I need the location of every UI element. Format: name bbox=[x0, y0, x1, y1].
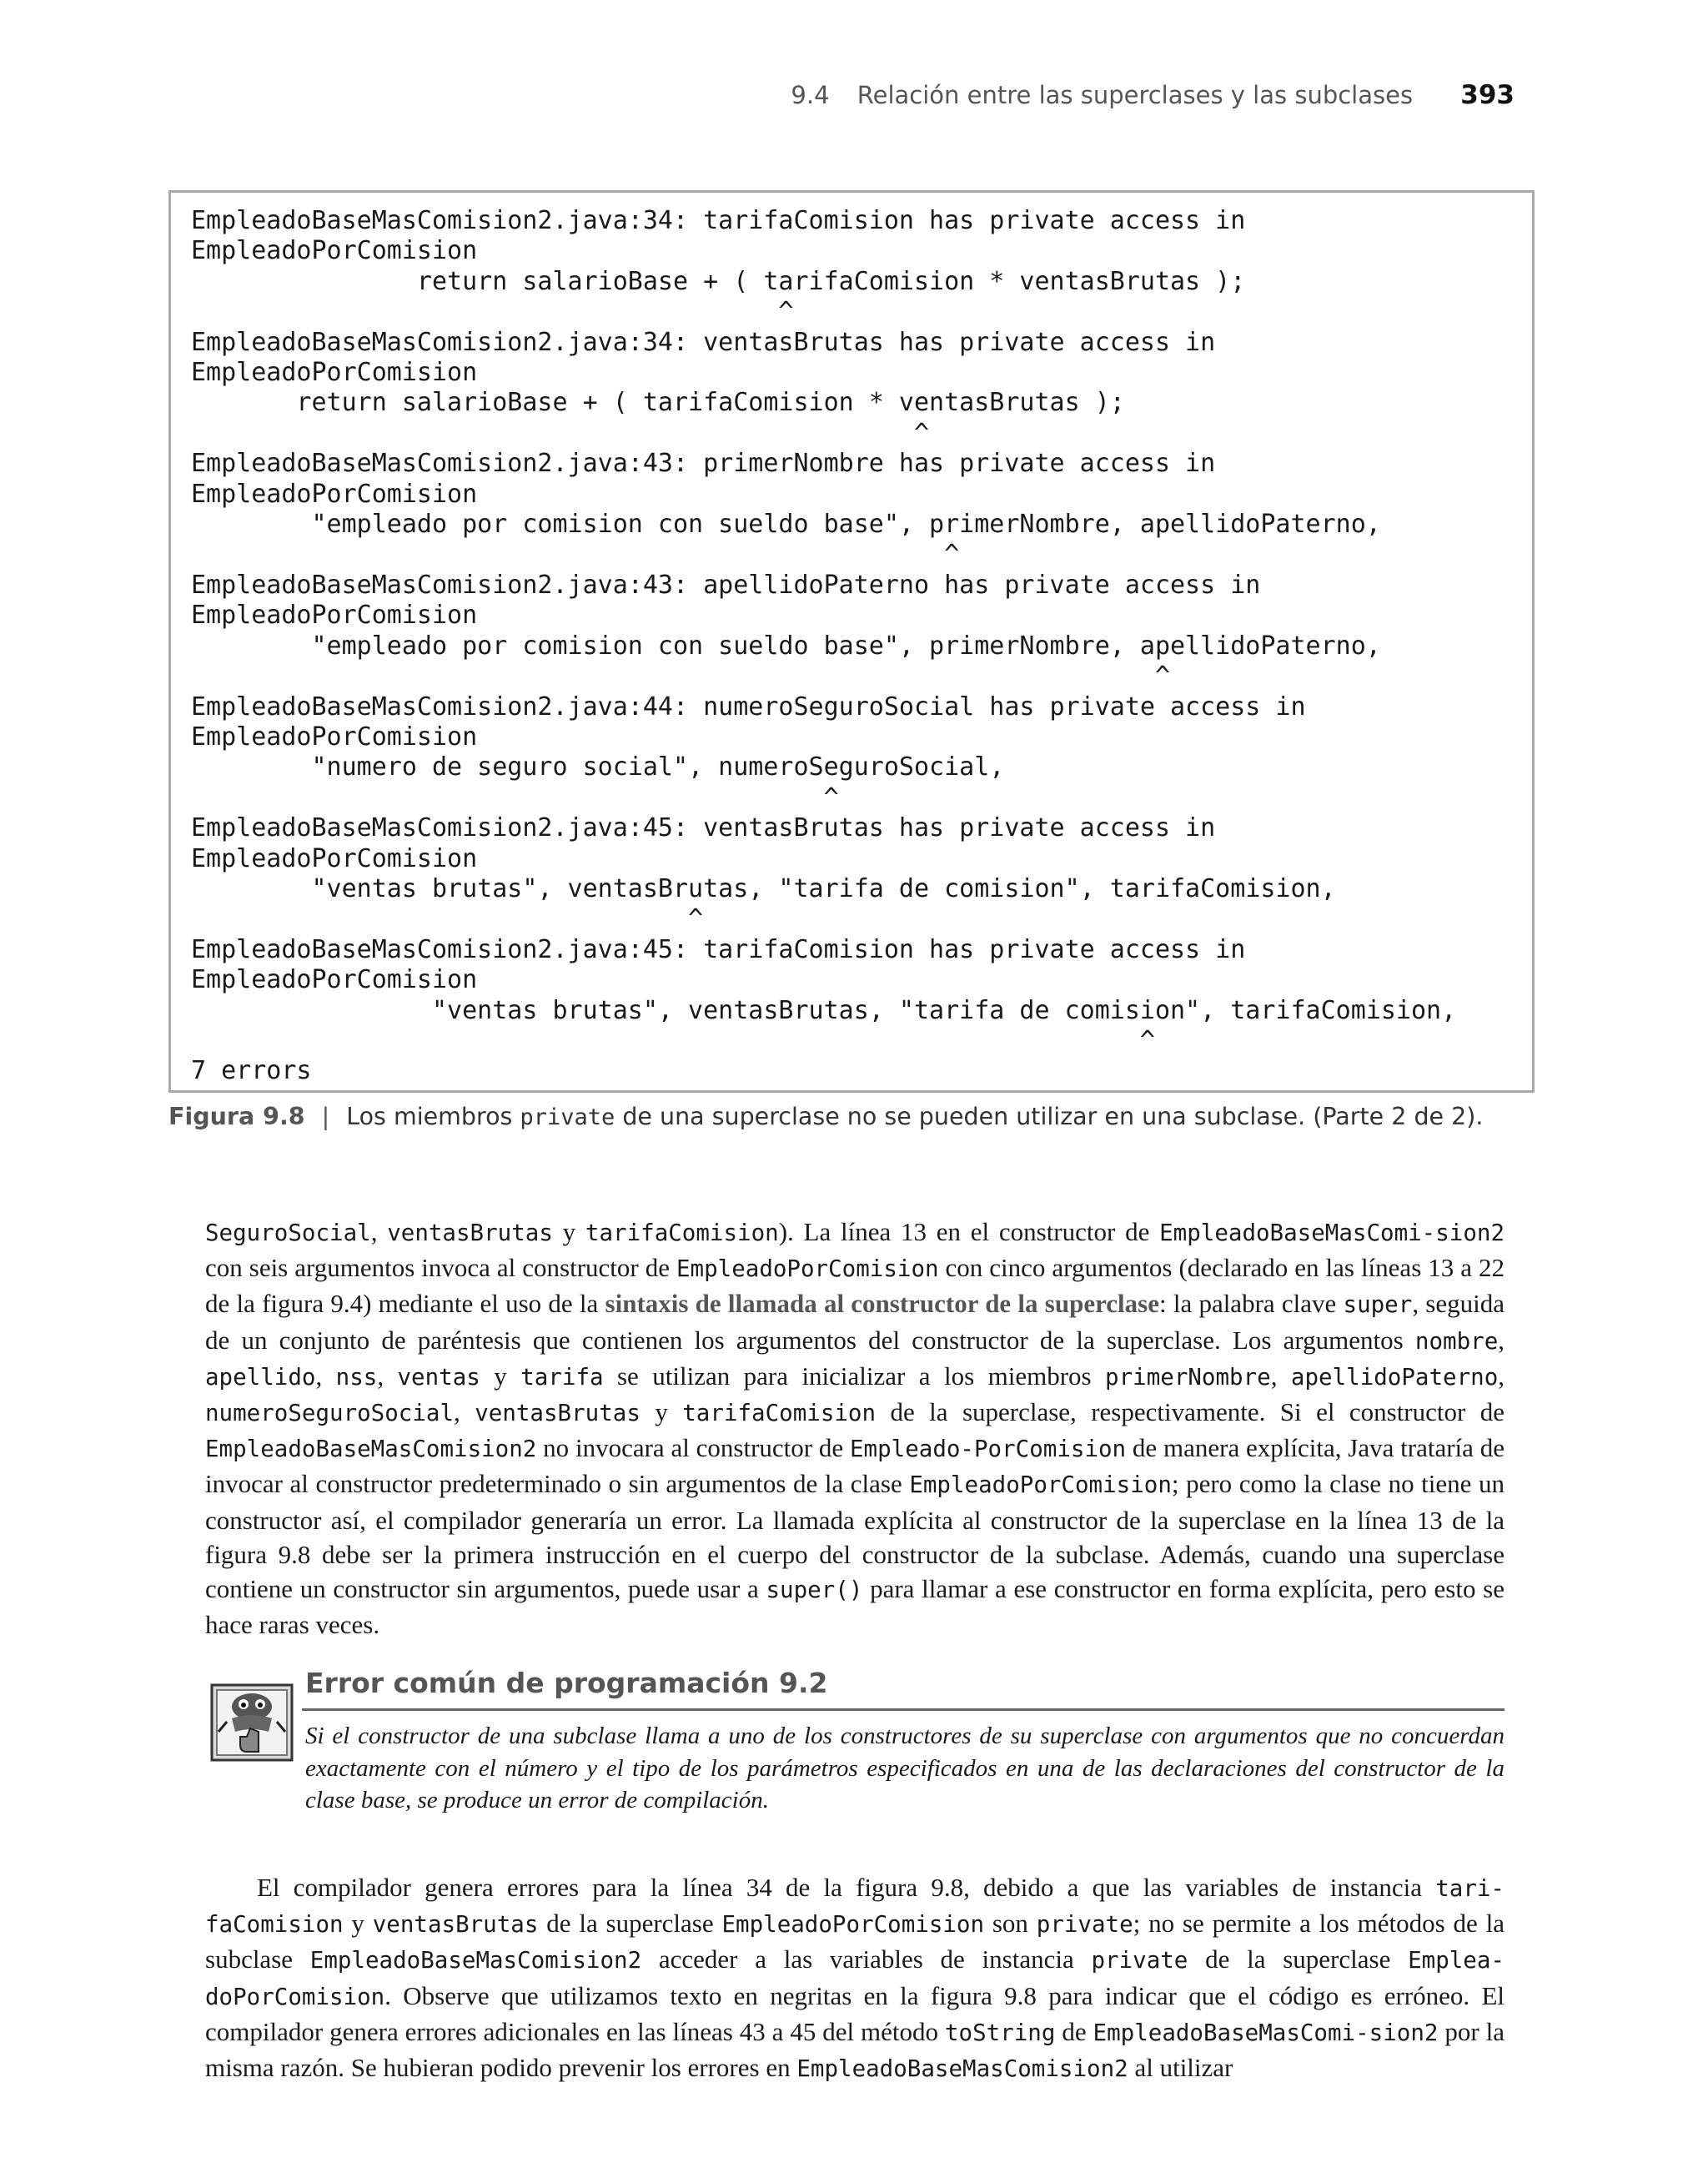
inline-code: ventasBrutas bbox=[475, 1400, 640, 1427]
inline-code: private bbox=[1036, 1911, 1133, 1939]
code-line: ^ bbox=[191, 1025, 1155, 1055]
code-line: ^ bbox=[191, 540, 960, 570]
inline-code: EmpleadoBaseMasComi-sion2 bbox=[1093, 2019, 1439, 2046]
text-run: : la palabra clave bbox=[1158, 1289, 1344, 1319]
code-line: EmpleadoBaseMasComision2.java:44: numeroSeguroSocial has private access in bbox=[191, 692, 1306, 722]
code-line: EmpleadoBaseMasComision2.java:45: tarifaComision has private access in bbox=[191, 934, 1246, 964]
compiler-output-box bbox=[168, 190, 1535, 1093]
key-term: sintaxis de llamada al constructor de la superclase bbox=[605, 1289, 1159, 1319]
code-line: EmpleadoBaseMasComision2.java:45: ventasBrutas has private access in bbox=[191, 813, 1216, 843]
inline-code: super bbox=[1343, 1291, 1413, 1319]
code-line: EmpleadoPorComision bbox=[191, 479, 478, 509]
inline-code: tarifaComision bbox=[585, 1220, 779, 1246]
inline-code: ventas bbox=[397, 1363, 480, 1391]
code-line: 7 errors bbox=[191, 1056, 312, 1086]
text-run: , bbox=[454, 1397, 475, 1427]
text-run: de la superclase, respectivamente. Si el constructor de bbox=[876, 1397, 1505, 1427]
text-run: acceder a las variables de instancia bbox=[641, 1944, 1092, 1974]
code-line: EmpleadoBaseMasComision2.java:34: ventasBrutas has private access in bbox=[191, 327, 1216, 357]
text-run: con cinco argumentos (declarado en las líneas 13 a 22 de la figura 9.4) mediante el uso de la bbox=[205, 1253, 1505, 1319]
text-run: para llamar a ese constructor en forma explícita, pero esto se hace raras veces. bbox=[205, 1574, 1505, 1640]
body-paragraph-2 bbox=[205, 1870, 1505, 2086]
text-run: , seguida de un conjunto de paréntesis que contienen los argumentos del constructor de la superclase. Los argumentos bbox=[205, 1289, 1505, 1355]
code-line: EmpleadoBaseMasComision2.java:34: tarifaComision has private access in bbox=[191, 206, 1246, 235]
section-number: 9.4 bbox=[791, 81, 830, 109]
inline-code: apellidoPaterno bbox=[1290, 1363, 1499, 1391]
text-run: y bbox=[640, 1397, 683, 1427]
inline-code: ventasBrutas bbox=[372, 1911, 539, 1939]
inline-code: EmpleadoBaseMasComision2 bbox=[309, 1947, 642, 1974]
inline-code: tari-faComision bbox=[205, 1875, 1505, 1939]
text-run: , bbox=[370, 1217, 388, 1246]
error-bug-icon bbox=[210, 1682, 295, 1763]
inline-code: nss bbox=[335, 1363, 378, 1391]
code-line: ^ bbox=[191, 904, 704, 934]
text-run: son bbox=[984, 1909, 1037, 1939]
code-line: "numero de seguro social", numeroSeguroSocial, bbox=[191, 752, 1005, 782]
tip-title: Error común de programación 9.2 bbox=[305, 1667, 828, 1699]
inline-code: apellido bbox=[205, 1363, 316, 1391]
text-run: al utilizar bbox=[1128, 2053, 1233, 2083]
code-line: ^ bbox=[191, 661, 1170, 692]
text-run: ; pero como la clase no tiene un constructor así, el compilador generaría un error. La llamada explícita al constructor de la superclase en la línea 13 de la figura 9.8 debe ser la primera instrucción en el cuerpo del constructor de la subclase. Además, cuando una superclase contiene un constructor sin argumentos, puede usar a bbox=[205, 1469, 1505, 1604]
code-line: EmpleadoBaseMasComision2.java:43: apellidoPaterno has private access in bbox=[191, 570, 1261, 600]
inline-code: tarifaComision bbox=[682, 1400, 877, 1427]
text-run: con seis argumentos invoca al constructor de bbox=[205, 1253, 676, 1283]
inline-code: Emplea-doPorComision bbox=[205, 1947, 1505, 2010]
compiler-output bbox=[191, 206, 1512, 1087]
code-line: EmpleadoPorComision bbox=[191, 601, 478, 631]
code-line: EmpleadoPorComision bbox=[191, 965, 478, 995]
code-line: return salarioBase + ( tarifaComision * ventasBrutas ); bbox=[191, 266, 1246, 296]
page-number: 393 bbox=[1460, 80, 1515, 110]
text-run: de bbox=[1055, 2016, 1093, 2046]
code-line: "empleado por comision con sueldo base", primerNombre, apellidoPaterno, bbox=[191, 510, 1381, 540]
caption-text-before: Los miembros bbox=[346, 1103, 513, 1130]
inline-code: Empleado-PorComision bbox=[849, 1436, 1127, 1463]
code-line: "ventas brutas", ventasBrutas, "tarifa de comision", tarifaComision, bbox=[191, 873, 1336, 903]
inline-code: EmpleadoPorComision bbox=[721, 1911, 985, 1939]
inline-code: EmpleadoPorComision bbox=[676, 1255, 939, 1283]
text-run: y bbox=[480, 1361, 521, 1391]
inline-code: SeguroSocial bbox=[205, 1220, 371, 1246]
inline-code: EmpleadoPorComision bbox=[909, 1471, 1172, 1499]
body-paragraph-1 bbox=[205, 1215, 1505, 1642]
caption-separator: | bbox=[321, 1103, 330, 1130]
code-line: ^ bbox=[191, 418, 930, 448]
code-line: return salarioBase + ( tarifaComision * ventasBrutas ); bbox=[191, 388, 1125, 418]
inline-code: ventasBrutas bbox=[387, 1220, 553, 1246]
inline-code: primerNombre bbox=[1105, 1363, 1271, 1391]
code-line: EmpleadoPorComision bbox=[191, 843, 478, 873]
text-run: de la superclase bbox=[1188, 1944, 1409, 1974]
text-run: de la superclase bbox=[538, 1909, 722, 1939]
code-line: EmpleadoPorComision bbox=[191, 722, 478, 752]
text-run: , bbox=[1498, 1325, 1505, 1355]
inline-code: private bbox=[1091, 1947, 1188, 1974]
inline-code: toString bbox=[944, 2019, 1056, 2046]
code-line: EmpleadoPorComision bbox=[191, 358, 478, 388]
section-title: Relación entre las superclases y las subclases bbox=[857, 81, 1414, 109]
code-line: EmpleadoPorComision bbox=[191, 236, 478, 266]
text-run: ). La línea 13 en el constructor de bbox=[778, 1217, 1160, 1246]
text-run: , bbox=[1270, 1361, 1291, 1391]
code-line: EmpleadoBaseMasComision2.java:43: primerNombre has private access in bbox=[191, 449, 1216, 479]
text-run: . Observe que utilizamos texto en negritas en la figura 9.8 para indicar que el código es erróneo. El compilador genera errores adicionales en las líneas 43 a 45 del método bbox=[205, 1980, 1505, 2046]
tip-body: Si el constructor de una subclase llama a uno de los constructores de su superclase con argumentos que no concuerdan exactamente con el número y el tipo de los parámetros especificados en una de las declaraciones del constructor de la clase base, se produce un error de compilación. bbox=[305, 1723, 1505, 1813]
text-run: de manera explícita, Java trataría de invocar al constructor predeterminado o sin argumentos de la clase bbox=[205, 1433, 1505, 1499]
inline-code: EmpleadoBaseMasComision2 bbox=[796, 2055, 1128, 2083]
caption-text-after: de una superclase no se pueden utilizar en una subclase. (Parte 2 de 2). bbox=[622, 1103, 1484, 1130]
code-line: "ventas brutas", ventasBrutas, "tarifa de comision", tarifaComision, bbox=[191, 995, 1457, 1025]
text-run: no invocara al constructor de bbox=[536, 1433, 850, 1463]
text-run: se utilizan para inicializar a los miembros bbox=[603, 1361, 1106, 1391]
text-run: El compilador genera errores para la línea 34 de la figura 9.8, debido a que las variables de instancia bbox=[257, 1873, 1436, 1902]
code-line: ^ bbox=[191, 782, 839, 812]
running-header bbox=[791, 80, 1515, 110]
inline-code: EmpleadoBaseMasComision2 bbox=[205, 1436, 537, 1463]
figure-caption bbox=[168, 1103, 1483, 1130]
code-line: ^ bbox=[191, 297, 794, 327]
inline-code: EmpleadoBaseMasComi-sion2 bbox=[1159, 1220, 1505, 1246]
text-run: , bbox=[377, 1361, 398, 1391]
text-run: ; no se permite a los métodos de la subclase bbox=[205, 1909, 1505, 1974]
text-run: , bbox=[315, 1361, 336, 1391]
inline-code: tarifa bbox=[520, 1363, 604, 1391]
tip-divider bbox=[302, 1708, 1505, 1711]
text-run: y bbox=[552, 1217, 585, 1246]
text-run: por la misma razón. Se hubieran podido prevenir los errores en bbox=[205, 2016, 1505, 2083]
caption-code: private bbox=[520, 1104, 615, 1130]
text-run: y bbox=[343, 1909, 373, 1939]
inline-code: numeroSeguroSocial bbox=[205, 1400, 455, 1427]
figure-label: Figura 9.8 bbox=[168, 1103, 305, 1130]
code-line: "empleado por comision con sueldo base", primerNombre, apellidoPaterno, bbox=[191, 631, 1381, 661]
inline-code: nombre bbox=[1414, 1327, 1499, 1355]
text-run: , bbox=[1498, 1361, 1505, 1391]
inline-code: super() bbox=[766, 1577, 863, 1604]
